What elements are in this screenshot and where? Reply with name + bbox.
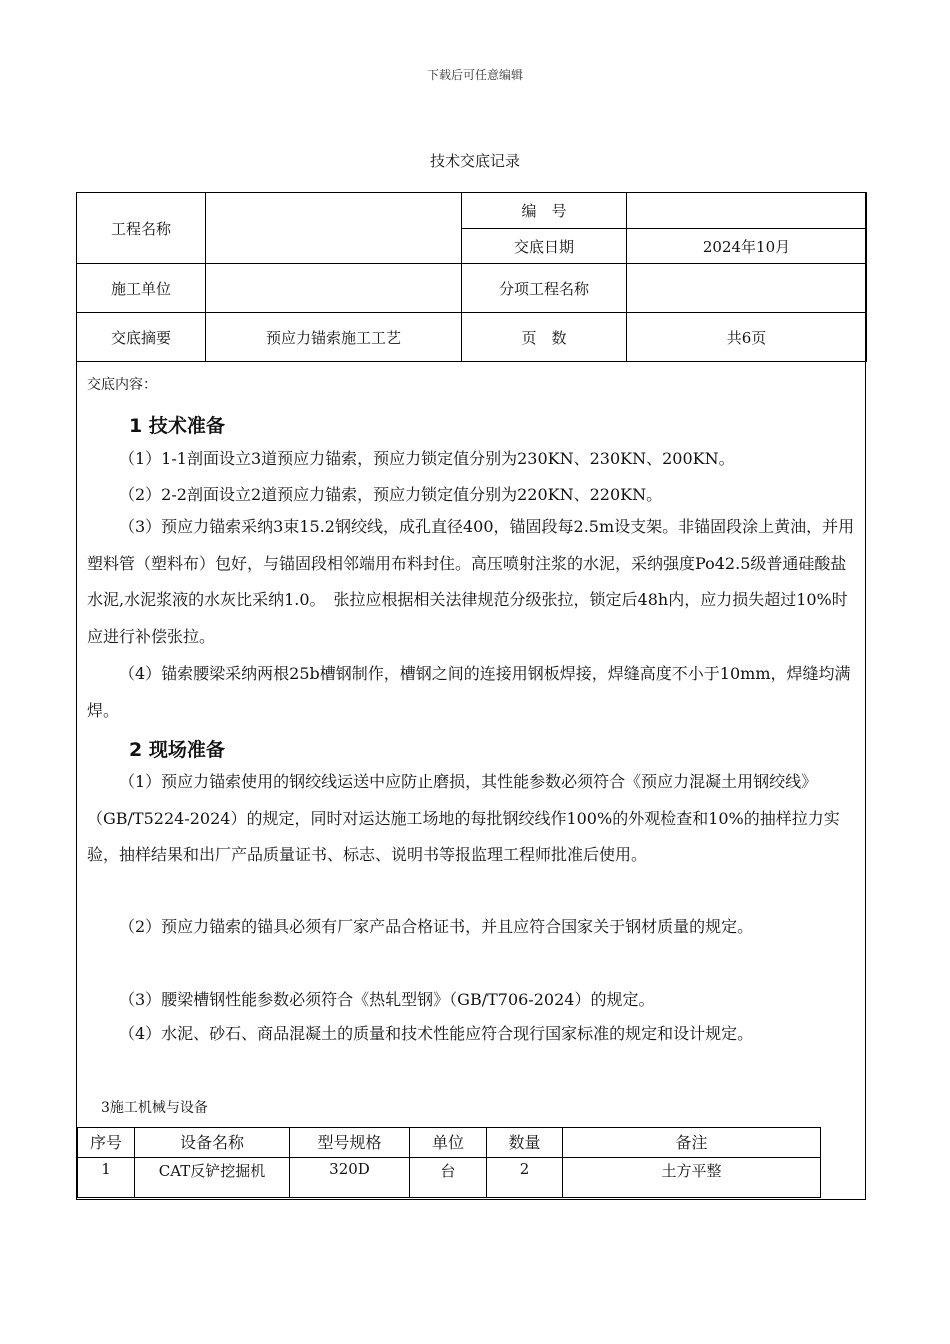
section-2-paragraph-1: （1）预应力锚索使用的钢绞线运送中应防止磨损，其性能参数必须符合《预应力混凝土用钢绞线》（GB/T5224-2024）的规定，同时对运达施工场地的每批钢绞线作100%的外观检查和10%的抽样拉力实验，抽样结果和出厂产品质量证书、标志、说明书等报监理工程师批准后使用。 [87,772,840,864]
watermark-text: 下载后可任意编辑 [426,68,523,82]
document-title: 技术交底记录 [429,152,520,170]
project-name-label: 工程名称 [77,193,206,264]
section-2-title: 2 现场准备 [129,739,225,761]
row-unit: 台 [410,1158,487,1198]
header-note: 备注 [563,1128,821,1158]
equipment-table [77,1127,821,1198]
row-equipment-name: CAT反铲挖掘机 [135,1158,290,1198]
summary-value: 预应力锚索施工工艺 [206,313,462,362]
number-value [627,193,867,229]
project-name-value [206,193,462,264]
table-row [78,1158,821,1198]
summary-label: 交底摘要 [77,313,206,362]
header-unit: 单位 [410,1128,487,1158]
header-quantity: 数量 [487,1128,563,1158]
subproject-value [627,264,867,313]
row-note: 土方平整 [563,1158,821,1198]
pages-label: 页 数 [462,313,627,362]
number-label: 编 号 [462,193,627,229]
section-1-paragraph-4: （4）锚索腰梁采纳两根25b槽钢制作，槽钢之间的连接用钢板焊接，焊缝高度不小于10mm，焊缝均满焊。 [87,664,851,720]
header-index: 序号 [78,1128,135,1158]
section-1-paragraph-2: （2）2-2剖面设立2道预应力锚索，预应力锁定值分别为220KN、220KN。 [119,485,663,504]
section-1-paragraph-3: （3）预应力锚索采纳3束15.2钢绞线，成孔直径400，锚固段每2.5m设支架。非锚固段涂上黄油，并用塑料管（塑料布）包好，与锚固段相邻端用布料封住。高压喷射注浆的水泥，采纳强度Po42.5级普通硅酸盐水泥,水泥浆液的水灰比采纳1.0。 张拉应根据相关法律规范分级张拉，锁定后48h内，应力损失超过10%时应进行补偿张拉。 [87,517,855,646]
section-2-paragraph-4: （4）水泥、砂石、商品混凝土的质量和技术性能应符合现行国家标准的规定和设计规定。 [119,1024,754,1043]
unit-label: 施工单位 [77,264,206,313]
section-3-title: 3施工机械与设备 [101,1100,208,1116]
row-index: 1 [78,1158,135,1198]
row-quantity: 2 [487,1158,563,1198]
section-1-paragraph-1: （1）1-1剖面设立3道预应力锚索，预应力锁定值分别为230KN、230KN、200KN。 [119,449,735,468]
equipment-header-row [78,1128,821,1158]
row-model: 320D [290,1158,410,1198]
info-table [76,192,867,362]
section-2-paragraph-3: （3）腰梁槽钢性能参数必须符合《热轧型钢》（GB/T706-2024）的规定。 [119,990,655,1009]
date-value: 2024年10月 [627,229,867,264]
header-equipment-name: 设备名称 [135,1128,290,1158]
subproject-label: 分项工程名称 [462,264,627,313]
header-model: 型号规格 [290,1128,410,1158]
date-label: 交底日期 [462,229,627,264]
pages-value: 共6页 [627,313,867,362]
unit-value [206,264,462,313]
section-1-title: 1 技术准备 [129,415,225,437]
content-label: 交底内容： [87,377,157,393]
section-2-paragraph-2: （2）预应力锚索的锚具必须有厂家产品合格证书，并且应符合国家关于钢材质量的规定。 [119,917,754,936]
